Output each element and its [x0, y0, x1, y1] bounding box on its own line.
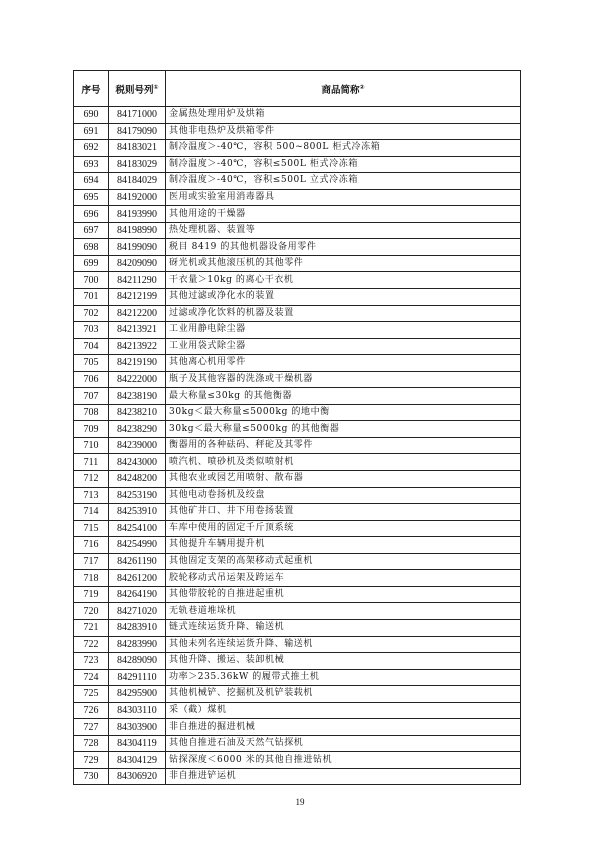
- table-row: [74, 305, 521, 322]
- table-row: [74, 140, 521, 157]
- row-seq: 701: [74, 289, 109, 306]
- row-name: 其他带胶轮的自推进起重机: [166, 586, 521, 603]
- row-name: 车库中使用的固定千斤顶系统: [166, 520, 521, 537]
- row-name: 其他电动卷扬机及绞盘: [166, 487, 521, 504]
- table-row: [74, 653, 521, 670]
- tariff-table: [73, 70, 521, 785]
- row-name: 其他非电热炉及烘箱零件: [166, 123, 521, 140]
- table-row: [74, 156, 521, 173]
- row-seq: 692: [74, 140, 109, 157]
- row-name: 钻探深度＜6000 米的其他自推进钻机: [166, 752, 521, 769]
- row-seq: 694: [74, 173, 109, 190]
- row-name: 非自推进的掘进机械: [166, 719, 521, 736]
- table-row: [74, 338, 521, 355]
- table-row: [74, 752, 521, 769]
- table-row: [74, 735, 521, 752]
- row-code: 84291110: [109, 669, 166, 686]
- table-header-row: [74, 71, 521, 107]
- row-code: 84192000: [109, 189, 166, 206]
- row-name: 金属热处理用炉及烘箱: [166, 107, 521, 124]
- row-seq: 695: [74, 189, 109, 206]
- table-row: [74, 437, 521, 454]
- table-row: [74, 222, 521, 239]
- table-row: [74, 471, 521, 488]
- row-seq: 729: [74, 752, 109, 769]
- row-seq: 698: [74, 239, 109, 256]
- row-code: 84213922: [109, 338, 166, 355]
- table-row: [74, 636, 521, 653]
- row-name: 热处理机器、装置等: [166, 222, 521, 239]
- row-name: 喷汽机、喷砂机及类似喷射机: [166, 454, 521, 471]
- row-code: 84199090: [109, 239, 166, 256]
- row-code: 84253910: [109, 504, 166, 521]
- table-row: [74, 768, 521, 785]
- table-row: [74, 255, 521, 272]
- row-name: 链式连续运货升降、输送机: [166, 619, 521, 636]
- row-seq: 727: [74, 719, 109, 736]
- row-seq: 706: [74, 371, 109, 388]
- row-seq: 702: [74, 305, 109, 322]
- row-code: 84254100: [109, 520, 166, 537]
- row-code: 84261190: [109, 553, 166, 570]
- table-row: [74, 537, 521, 554]
- table-row: [74, 504, 521, 521]
- row-code: 84219190: [109, 355, 166, 372]
- row-seq: 693: [74, 156, 109, 173]
- row-seq: 700: [74, 272, 109, 289]
- row-code: 84209090: [109, 255, 166, 272]
- row-seq: 708: [74, 404, 109, 421]
- row-name: 其他未列名连续运货升降、输送机: [166, 636, 521, 653]
- table-row: [74, 239, 521, 256]
- row-code: 84306920: [109, 768, 166, 785]
- row-name: 制冷温度＞-40℃，容积≤500L 立式冷冻箱: [166, 173, 521, 190]
- row-code: 84211290: [109, 272, 166, 289]
- row-code: 84271020: [109, 603, 166, 620]
- row-name: 其他固定支架的高架移动式起重机: [166, 553, 521, 570]
- row-name: 瓶子及其他容器的洗涤或干燥机器: [166, 371, 521, 388]
- row-name: 采（截）煤机: [166, 702, 521, 719]
- row-name: 30kg＜最大称量≤5000kg 的地中衡: [166, 404, 521, 421]
- row-name: 其他矿井口、井下用卷扬装置: [166, 504, 521, 521]
- row-seq: 703: [74, 322, 109, 339]
- table-row: [74, 719, 521, 736]
- table-row: [74, 371, 521, 388]
- row-name: 其他自推进石油及天然气钻探机: [166, 735, 521, 752]
- table-row: [74, 107, 521, 124]
- table-row: [74, 520, 521, 537]
- header-seq: 序号: [74, 71, 109, 107]
- row-code: 84183029: [109, 156, 166, 173]
- row-name: 衡器用的各种砝码、秤砣及其零件: [166, 437, 521, 454]
- table-row: [74, 355, 521, 372]
- table-row: [74, 669, 521, 686]
- row-seq: 699: [74, 255, 109, 272]
- table-row: [74, 206, 521, 223]
- row-code: 84193990: [109, 206, 166, 223]
- row-code: 84238210: [109, 404, 166, 421]
- row-name: 工业用袋式除尘器: [166, 338, 521, 355]
- row-code: 84179090: [109, 123, 166, 140]
- table-row: [74, 586, 521, 603]
- table-row: [74, 487, 521, 504]
- row-name: 其他农业或园艺用喷射、散布器: [166, 471, 521, 488]
- row-name: 非自推进铲运机: [166, 768, 521, 785]
- header-name: 商品简称②: [166, 71, 521, 107]
- row-code: 84303900: [109, 719, 166, 736]
- table-row: [74, 603, 521, 620]
- row-seq: 716: [74, 537, 109, 554]
- row-code: 84304129: [109, 752, 166, 769]
- row-code: 84289090: [109, 653, 166, 670]
- row-code: 84171000: [109, 107, 166, 124]
- row-code: 84283990: [109, 636, 166, 653]
- row-seq: 726: [74, 702, 109, 719]
- row-seq: 721: [74, 619, 109, 636]
- row-seq: 715: [74, 520, 109, 537]
- row-code: 84248200: [109, 471, 166, 488]
- table-row: [74, 272, 521, 289]
- row-code: 84243000: [109, 454, 166, 471]
- row-seq: 704: [74, 338, 109, 355]
- row-name: 制冷温度＞-40℃，容积≤500L 柜式冷冻箱: [166, 156, 521, 173]
- row-code: 84261200: [109, 570, 166, 587]
- row-seq: 705: [74, 355, 109, 372]
- row-seq: 714: [74, 504, 109, 521]
- row-seq: 730: [74, 768, 109, 785]
- row-seq: 720: [74, 603, 109, 620]
- row-seq: 697: [74, 222, 109, 239]
- row-seq: 728: [74, 735, 109, 752]
- row-name: 医用或实验室用消毒器具: [166, 189, 521, 206]
- row-name: 税目 8419 的其他机器设备用零件: [166, 239, 521, 256]
- table-row: [74, 189, 521, 206]
- row-code: 84264190: [109, 586, 166, 603]
- table-row: [74, 454, 521, 471]
- row-name: 干衣量＞10kg 的离心干衣机: [166, 272, 521, 289]
- row-seq: 724: [74, 669, 109, 686]
- row-code: 84304119: [109, 735, 166, 752]
- row-seq: 725: [74, 686, 109, 703]
- row-name: 其他机械铲、挖掘机及机铲装载机: [166, 686, 521, 703]
- row-code: 84254990: [109, 537, 166, 554]
- header-code-footnote: ①: [153, 83, 159, 91]
- row-name: 其他升降、搬运、装卸机械: [166, 653, 521, 670]
- table-row: [74, 553, 521, 570]
- row-code: 84213921: [109, 322, 166, 339]
- table-row: [74, 619, 521, 636]
- row-code: 84198990: [109, 222, 166, 239]
- row-seq: 723: [74, 653, 109, 670]
- row-name: 工业用静电除尘器: [166, 322, 521, 339]
- row-name: 过滤或净化饮料的机器及装置: [166, 305, 521, 322]
- row-code: 84222000: [109, 371, 166, 388]
- table-row: [74, 570, 521, 587]
- row-code: 84238290: [109, 421, 166, 438]
- table-row: [74, 421, 521, 438]
- row-name: 其他离心机用零件: [166, 355, 521, 372]
- row-code: 84183021: [109, 140, 166, 157]
- row-seq: 713: [74, 487, 109, 504]
- row-seq: 722: [74, 636, 109, 653]
- row-code: 84238190: [109, 388, 166, 405]
- table-row: [74, 686, 521, 703]
- row-name: 其他提升车辆用提升机: [166, 537, 521, 554]
- row-code: 84253190: [109, 487, 166, 504]
- row-name: 其他过滤或净化水的装置: [166, 289, 521, 306]
- row-seq: 711: [74, 454, 109, 471]
- row-code: 84212199: [109, 289, 166, 306]
- row-seq: 712: [74, 471, 109, 488]
- row-name: 30kg＜最大称量≤5000kg 的其他衡器: [166, 421, 521, 438]
- row-seq: 707: [74, 388, 109, 405]
- row-name: 无轨巷道堆垛机: [166, 603, 521, 620]
- table-row: [74, 289, 521, 306]
- table-row: [74, 173, 521, 190]
- row-name: 胶轮移动式吊运架及跨运车: [166, 570, 521, 587]
- row-code: 84295900: [109, 686, 166, 703]
- row-seq: 718: [74, 570, 109, 587]
- table-row: [74, 123, 521, 140]
- row-code: 84303110: [109, 702, 166, 719]
- row-name: 制冷温度＞-40℃，容积 500~800L 柜式冷冻箱: [166, 140, 521, 157]
- row-seq: 719: [74, 586, 109, 603]
- row-code: 84283910: [109, 619, 166, 636]
- row-seq: 717: [74, 553, 109, 570]
- row-seq: 710: [74, 437, 109, 454]
- row-code: 84239000: [109, 437, 166, 454]
- row-seq: 690: [74, 107, 109, 124]
- row-seq: 696: [74, 206, 109, 223]
- table-row: [74, 404, 521, 421]
- row-seq: 691: [74, 123, 109, 140]
- header-name-footnote: ②: [359, 83, 365, 91]
- table-row: [74, 388, 521, 405]
- row-code: 84184029: [109, 173, 166, 190]
- page-number: 19: [295, 797, 305, 807]
- header-code: 税则号列①: [109, 71, 166, 107]
- row-code: 84212200: [109, 305, 166, 322]
- row-seq: 709: [74, 421, 109, 438]
- row-name: 功率＞235.36kW 的履带式推土机: [166, 669, 521, 686]
- table-row: [74, 322, 521, 339]
- row-name: 最大称量≤30kg 的其他衡器: [166, 388, 521, 405]
- row-name: 其他用途的干燥器: [166, 206, 521, 223]
- table-row: [74, 702, 521, 719]
- row-name: 砑光机或其他滚压机的其他零件: [166, 255, 521, 272]
